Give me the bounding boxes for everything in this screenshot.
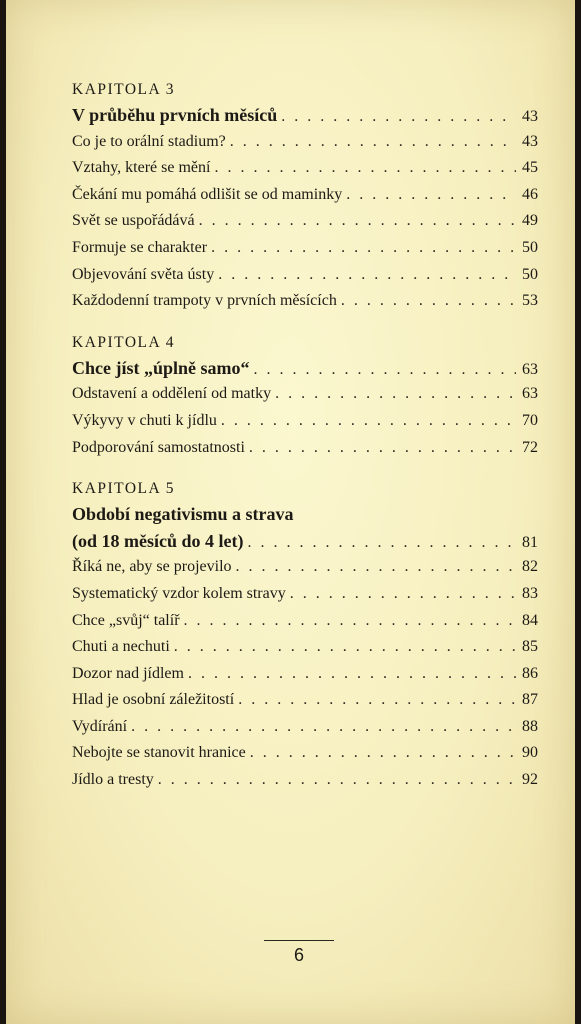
chapter-label: KAPITOLA 5	[72, 480, 175, 498]
table-of-contents	[72, 80, 538, 812]
dot-leader	[221, 408, 516, 435]
toc-entry	[72, 767, 538, 794]
entry-title: Vydírání	[72, 717, 128, 735]
entry-title: Podporování samostatnosti	[72, 438, 245, 456]
entry-title: Objevování světa ústy	[72, 265, 215, 283]
entry-page-number: 63	[522, 385, 538, 403]
toc-entry	[72, 129, 538, 156]
toc-entry	[72, 435, 538, 462]
dot-leader	[158, 767, 516, 794]
chapter-label: KAPITOLA 3	[72, 81, 175, 98]
entry-title: Období negativismu a strava	[72, 504, 294, 525]
entry-title: Čekání mu pomáhá odlišit se od maminky	[72, 185, 343, 203]
chapter-title-row	[72, 528, 538, 555]
entry-title: Vztahy, které se mění	[72, 159, 211, 177]
entry-title: Svět se uspořádává	[72, 212, 195, 230]
toc-entry	[72, 661, 538, 688]
entry-page-number: 70	[522, 411, 538, 429]
toc-entry	[72, 581, 538, 608]
dot-leader	[214, 155, 516, 182]
chapter-title-row	[72, 102, 538, 129]
toc-entry	[72, 235, 538, 262]
dot-leader	[281, 104, 516, 131]
dot-leader	[254, 357, 516, 384]
dot-leader	[211, 235, 516, 262]
toc-entry	[72, 262, 538, 289]
entry-page-number: 50	[522, 265, 538, 283]
toc-entry	[72, 740, 538, 767]
entry-title: Odstavení a oddělení od matky	[72, 385, 272, 403]
entry-page-number: 53	[522, 292, 538, 310]
dot-leader	[247, 530, 516, 557]
entry-page-number: 46	[522, 185, 538, 203]
entry-page-number: 43	[522, 132, 538, 150]
dot-leader	[230, 129, 516, 156]
entry-page-number: 86	[522, 664, 538, 682]
dot-leader	[290, 581, 516, 608]
entry-title: Chce jíst „úplně samo“	[72, 357, 250, 378]
entry-title: Říká ne, aby se projevilo	[72, 558, 232, 576]
chapter-section	[72, 333, 538, 461]
toc-entry	[72, 714, 538, 741]
entry-page-number: 43	[522, 108, 538, 125]
chapter-section	[72, 80, 538, 315]
entry-title: Co je to orální stadium?	[72, 132, 226, 150]
entry-page-number: 83	[522, 584, 538, 602]
entry-page-number: 45	[522, 159, 538, 177]
entry-title: Jídlo a tresty	[72, 771, 154, 789]
dot-leader	[174, 634, 516, 661]
entry-title: Výkyvy v chuti k jídlu	[72, 411, 217, 429]
entry-page-number: 81	[522, 533, 538, 551]
entry-title: Hlad je osobní záležitostí	[72, 691, 235, 709]
dot-leader	[184, 608, 516, 635]
entry-page-number: 72	[522, 438, 538, 456]
dot-leader	[199, 208, 516, 235]
book-page	[6, 0, 575, 1024]
toc-entry	[72, 687, 538, 714]
entry-title: V průběhu prvních měsíců	[72, 105, 278, 125]
entry-title: Chce „svůj“ talíř	[72, 611, 180, 629]
dot-leader	[250, 740, 516, 767]
entry-page-number: 82	[522, 558, 538, 576]
footer-rule	[264, 940, 334, 941]
entry-page-number: 84	[522, 611, 538, 629]
entry-page-number: 85	[522, 638, 538, 656]
dot-leader	[238, 687, 516, 714]
entry-title: Každodenní trampoty v prvních měsících	[72, 292, 337, 310]
page-number: 6	[293, 945, 304, 965]
entry-title: Systematický vzdor kolem stravy	[72, 584, 286, 602]
entry-page-number: 87	[522, 691, 538, 709]
chapter-label: KAPITOLA 4	[72, 333, 175, 351]
toc-entry	[72, 288, 538, 315]
toc-entry	[72, 608, 538, 635]
toc-entry	[72, 208, 538, 235]
dot-leader	[346, 182, 516, 209]
dot-leader	[341, 288, 516, 315]
entry-title: (od 18 měsíců do 4 let)	[72, 530, 244, 551]
entry-title: Chuti a nechuti	[72, 638, 170, 656]
dot-leader	[275, 381, 516, 408]
entry-title: Dozor nad jídlem	[72, 664, 184, 682]
entry-title: Nebojte se stanovit hranice	[72, 744, 246, 762]
dot-leader	[188, 661, 516, 688]
toc-entry	[72, 381, 538, 408]
dot-leader	[131, 714, 516, 741]
dot-leader	[218, 262, 516, 289]
dot-leader	[249, 435, 516, 462]
toc-entry	[72, 155, 538, 182]
entry-page-number: 90	[522, 744, 538, 762]
toc-entry	[72, 634, 538, 661]
chapter-title-row	[72, 355, 538, 382]
entry-page-number: 50	[522, 238, 538, 256]
toc-entry	[72, 182, 538, 209]
toc-entry	[72, 554, 538, 581]
entry-page-number: 63	[522, 360, 538, 378]
dot-leader	[236, 554, 516, 581]
entry-title: Formuje se charakter	[72, 238, 208, 256]
toc-entry	[72, 408, 538, 435]
entry-page-number: 92	[522, 771, 538, 789]
entry-page-number: 88	[522, 717, 538, 735]
entry-page-number: 49	[522, 212, 538, 230]
chapter-section	[72, 479, 538, 794]
chapter-title-row	[72, 501, 538, 528]
